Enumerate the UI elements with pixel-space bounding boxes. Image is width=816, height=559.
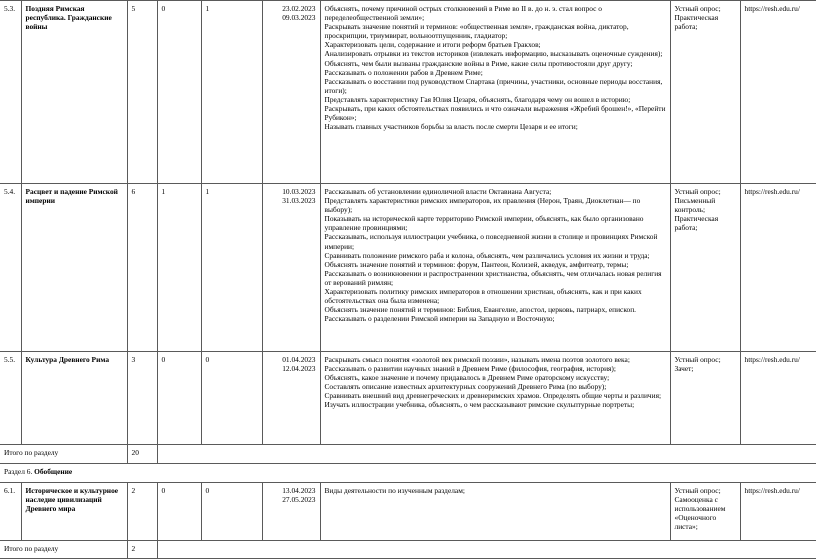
- activity-line: Раскрывать значение понятий и терминов: «общественная земля», гражданская война, диктатор, проскрипции, триумвират, вольноотпущенник, гладиатор;: [324, 22, 629, 41]
- section-total-row: [0, 445, 816, 464]
- activity-line: Виды деятельности по изученным разделам;: [324, 486, 465, 495]
- activity-line: Рассказывать о восстании под руководством Спартака (причины, участники, основные периоды восстания, итоги);: [324, 76, 663, 95]
- date-end: 27.05.2023: [282, 495, 316, 505]
- assessment-item: Письменный контроль;: [674, 196, 716, 215]
- date-start: 23.02.2023: [282, 4, 316, 13]
- hours-control: 1: [157, 184, 201, 352]
- hours-total: 5: [127, 1, 157, 184]
- activities: [320, 184, 670, 352]
- activity-line: Характеризовать политику римских императоров в отношении христиан, объяснять, как и при каких обстоятельствах она была изменена;: [324, 287, 642, 306]
- section-total-empty: [157, 445, 816, 464]
- hours-practice: 1: [201, 184, 262, 352]
- activity-line: Рассказывать, используя иллюстрации учебника, о повседневной жизни в столице и провинциях Римской империи;: [324, 232, 658, 251]
- section-header: [0, 464, 816, 483]
- study-dates: [262, 1, 320, 184]
- assessment-item: Самооценка с использованием «Оценочного листа»;: [674, 495, 726, 532]
- activity-line: Сравнивать внешний вид древнегреческих и древнеримских храмов. Определять общие черты и различия;: [324, 391, 662, 401]
- hours-practice: 0: [201, 352, 262, 445]
- activity-line: Рассказывать о положении рабов в Древнем Риме;: [324, 67, 483, 77]
- date-end: 09.03.2023: [282, 13, 316, 23]
- hours-total: 3: [127, 352, 157, 445]
- activity-line: Раскрывать смысл понятия «золотой век римской поэзии», называть имена поэтов золотого века;: [324, 355, 630, 364]
- activity-line: Объяснять значение понятий и терминов: форум, Пантеон, Колизей, акведук, амфитеатр, термы;: [324, 259, 629, 269]
- row-number: 5.5.: [0, 352, 21, 445]
- study-dates: [262, 483, 320, 541]
- assessment-item: Устный опрос;: [674, 187, 721, 196]
- hours-control: 0: [157, 483, 201, 541]
- resource-link[interactable]: https://resh.edu.ru/: [740, 352, 816, 445]
- date-start: 10.03.2023: [282, 187, 316, 196]
- activity-line: Представлять характеристики римских императоров, их правления (Нерон, Траян, Диоклетиан— по выбору);: [324, 196, 641, 215]
- activity-line: Объяснять, чем были вызваны гражданские войны в Риме, какие силы противостояли друг другу;: [324, 58, 633, 68]
- assessment-forms: [670, 184, 740, 352]
- activities: [320, 352, 670, 445]
- resource-link[interactable]: https://resh.edu.ru/: [740, 184, 816, 352]
- section-title: Обобщение: [34, 467, 73, 476]
- activity-line: Изучать иллюстрации учебника, объяснять, о чем рассказывают римские скульптурные портреты;: [324, 400, 635, 410]
- section-header-row: [0, 464, 816, 483]
- activity-line: Характеризовать цели, содержание и итоги реформ братьев Гракхов;: [324, 40, 541, 50]
- activity-line: Рассказывать об установлении единоличной власти Октавиана Августа;: [324, 187, 552, 196]
- row-number: 5.3.: [0, 1, 21, 184]
- activity-line: Показывать на исторической карте территорию Римской империи, объяснять, как было организовано управление провинциями;: [324, 214, 644, 233]
- topic-title: Расцвет и падение Римской империи: [21, 184, 127, 352]
- activity-line: Называть главных участников борьбы за власть после смерти Цезаря и ее итоги;: [324, 122, 578, 132]
- hours-total: 2: [127, 483, 157, 541]
- activity-line: Представлять характеристику Гая Юлия Цезаря, объяснять, благодаря чему он вошел в историю;: [324, 94, 631, 104]
- activity-line: Составлять описание известных архитектурных сооружений Древнего Рима (по выбору);: [324, 382, 607, 392]
- section-total-empty: [157, 541, 816, 559]
- hours-practice: 0: [201, 483, 262, 541]
- section-total-value: 2: [127, 541, 157, 559]
- row-number: 5.4.: [0, 184, 21, 352]
- section-prefix: Раздел 6.: [4, 467, 35, 476]
- study-dates: [262, 184, 320, 352]
- table-row: [0, 184, 816, 352]
- topic-title: Поздняя Римская республика. Гражданские войны: [21, 1, 127, 184]
- activity-line: Объяснять, какое значение и почему придавалось в Древнем Риме ораторскому искусству;: [324, 373, 610, 383]
- date-start: 13.04.2023: [282, 486, 316, 495]
- topic-title: Культура Древнего Рима: [21, 352, 127, 445]
- activity-line: Рассказывать о возникновении и распространении христианства, объяснять, чем отличалась новая религия от верований римлян;: [324, 268, 662, 287]
- activity-line: Раскрывать, при каких обстоятельствах появились и что означали выражения «Жребий брошен!», «Перейти Рубикон»;: [324, 104, 666, 123]
- hours-total: 6: [127, 184, 157, 352]
- section-total-value: 20: [127, 445, 157, 464]
- table-row: [0, 352, 816, 445]
- assessment-forms: [670, 483, 740, 541]
- assessment-item: Зачет;: [674, 364, 694, 374]
- table-row: [0, 483, 816, 541]
- topic-title: Историческое и культурное наследие цивилизаций Древнего мира: [21, 483, 127, 541]
- resource-link[interactable]: https://resh.edu.ru/: [740, 1, 816, 184]
- study-dates: [262, 352, 320, 445]
- table-row: [0, 1, 816, 184]
- row-number: 6.1.: [0, 483, 21, 541]
- date-start: 01.04.2023: [282, 355, 316, 364]
- activity-line: Объяснять значение понятий и терминов: Библия, Евангелие, апостол, церковь, патриарх, епископ. Рассказывать о разделении Римской империи на Западную и Восточную;: [324, 305, 637, 324]
- section-total-label: Итого по разделу: [0, 445, 127, 464]
- hours-control: 0: [157, 1, 201, 184]
- activities: [320, 1, 670, 184]
- hours-control: 0: [157, 352, 201, 445]
- activity-line: Сравнивать положение римского раба и колона, объяснять, чем различались условия их жизни и труда;: [324, 250, 650, 260]
- assessment-forms: [670, 1, 740, 184]
- assessment-item: Практическая работа;: [674, 214, 719, 233]
- assessment-item: Устный опрос;: [674, 4, 721, 13]
- date-end: 31.03.2023: [282, 196, 316, 206]
- activity-line: Объяснять, почему причиной острых столкновений в Риме во II в. до н. э. стал вопрос о переделеобщественной земли»;: [324, 4, 602, 23]
- assessment-item: Устный опрос;: [674, 355, 721, 364]
- assessment-forms: [670, 352, 740, 445]
- activity-line: Рассказывать о развитии научных знаний в Древнем Риме (философия, география, история);: [324, 364, 616, 374]
- assessment-item: Устный опрос;: [674, 486, 721, 495]
- section-total-label: Итого по разделу: [0, 541, 127, 559]
- date-end: 12.04.2023: [282, 364, 316, 374]
- resource-link[interactable]: https://resh.edu.ru/: [740, 483, 816, 541]
- activity-line: Анализировать отрывки из текстов историков (извлекать информацию, высказывать оценочные суждения);: [324, 49, 663, 59]
- activities: [320, 483, 670, 541]
- hours-practice: 1: [201, 1, 262, 184]
- assessment-item: Практическая работа;: [674, 13, 719, 32]
- section-total-row: [0, 541, 816, 559]
